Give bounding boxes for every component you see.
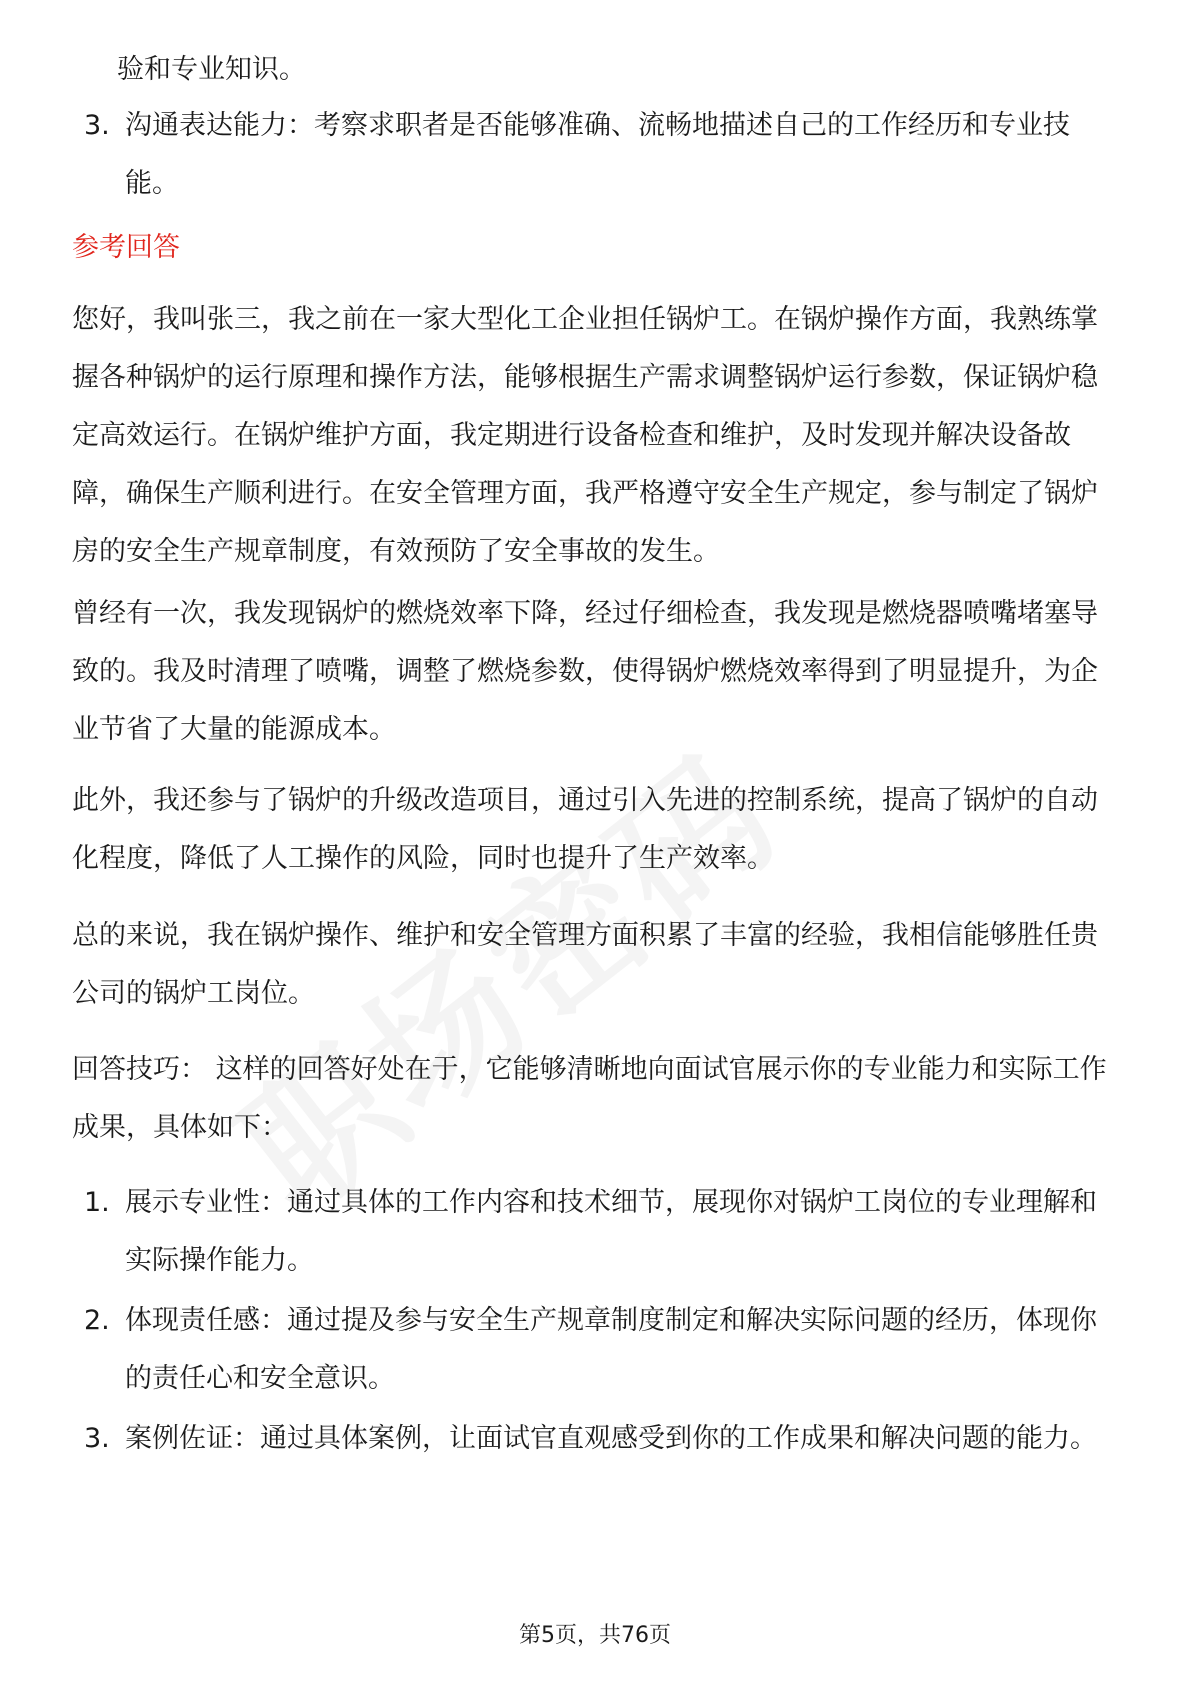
list-number: 3. bbox=[84, 1423, 110, 1454]
answer-paragraph-3: 此外，我还参与了锅炉的升级改造项目，通过引入先进的控制系统，提高了锅炉的自动化程度，降低了人工操作的风险，同时也提升了生产效率。 bbox=[72, 785, 1098, 874]
page-number: 第5页，共76页 bbox=[519, 1623, 671, 1648]
answer-paragraph-2: 曾经有一次，我发现锅炉的燃烧效率下降，经过仔细检查，我发现是燃烧器喷嘴堵塞导致的。我及时清理了喷嘴，调整了燃烧参数，使得锅炉燃烧效率得到了明显提升，为企业节省了大量的能源成本。 bbox=[72, 598, 1098, 745]
tips-intro: 回答技巧： 这样的回答好处在于，它能够清晰地向面试官展示你的专业能力和实际工作成果，具体如下： bbox=[72, 1054, 1107, 1143]
list-number: 3. bbox=[84, 110, 110, 141]
list-item bbox=[72, 1174, 1122, 1290]
list-item bbox=[72, 1292, 1122, 1408]
list-number: 1. bbox=[84, 1187, 110, 1218]
list-text: 展示专业性：通过具体的工作内容和技术细节，展现你对锅炉工岗位的专业理解和实际操作能力。 bbox=[125, 1187, 1097, 1276]
list-text: 体现责任感：通过提及参与安全生产规章制度制定和解决实际问题的经历，体现你的责任心和安全意识。 bbox=[125, 1305, 1097, 1394]
list-item bbox=[72, 1410, 1122, 1468]
list-item bbox=[72, 97, 1122, 213]
tips-list bbox=[72, 1174, 1122, 1468]
section-heading: 参考回答 bbox=[72, 232, 180, 263]
list-number: 2. bbox=[84, 1305, 110, 1336]
answer-paragraph-1: 您好，我叫张三，我之前在一家大型化工企业担任锅炉工。在锅炉操作方面，我熟练掌握各种锅炉的运行原理和操作方法，能够根据生产需求调整锅炉运行参数，保证锅炉稳定高效运行。在锅炉维护方面，我定期进行设备检查和维护，及时发现并解决设备故障，确保生产顺利进行。在安全管理方面，我严格遵守安全生产规定，参与制定了锅炉房的安全生产规章制度，有效预防了安全事故的发生。 bbox=[72, 304, 1098, 567]
list-text: 沟通表达能力：考察求职者是否能够准确、流畅地描述自己的工作经历和专业技能。 bbox=[125, 110, 1070, 199]
answer-paragraph-4: 总的来说，我在锅炉操作、维护和安全管理方面积累了丰富的经验，我相信能够胜任贵公司的锅炉工岗位。 bbox=[72, 920, 1098, 1009]
criteria-list-tail bbox=[72, 97, 1122, 213]
continued-fragment: 验和专业知识。 bbox=[117, 54, 306, 85]
list-text: 案例佐证：通过具体案例，让面试官直观感受到你的工作成果和解决问题的能力。 bbox=[125, 1423, 1097, 1454]
